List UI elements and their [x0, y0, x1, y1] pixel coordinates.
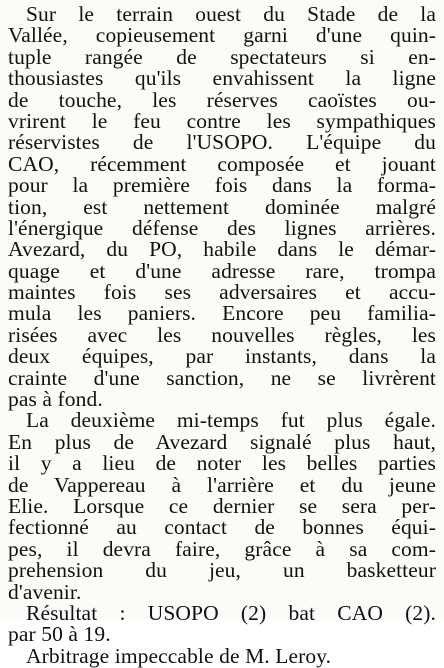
paragraph-2-line-7: pes, il devra faire, grâce à sa com-: [8, 536, 436, 561]
paragraph-1-line-8: CAO, récemment composée et jouant: [8, 151, 436, 176]
paragraph-1-line-3: tuple rangée de spectateurs si en-: [8, 44, 436, 69]
paragraph-1-line-7: réservistes de l'USOPO. L'équipe du: [8, 130, 436, 155]
paragraph-1-line-1: Sur le terrain ouest du Stade de la: [26, 2, 436, 26]
result-line-1: Résultat : USOPO (2) bat CAO (2).: [26, 600, 436, 625]
paragraph-2-line-8: prehension du jeu, un basketteur: [8, 558, 436, 583]
paragraph-1-line-16: risées avec les nouvelles règles, les: [8, 322, 436, 347]
paragraph-1-line-4: thousiastes qu'ils envahissent la ligne: [8, 66, 436, 91]
article-body: [8, 4, 436, 667]
paragraph-2-line-1: La deuxième mi-temps fut plus égale.: [26, 408, 436, 433]
result-line-2: par 50 à 19.: [8, 622, 111, 647]
paragraph-2-line-6: fectionné au contact de bonnes équi-: [8, 515, 436, 540]
paragraph-1-line-10: tion, est nettement dominée malgré: [8, 194, 436, 219]
paragraph-2-line-9: d'avenir.: [8, 579, 82, 604]
paragraph-1-line-15: mula les paniers. Encore peu familia-: [8, 301, 436, 326]
paragraph-1-line-17: deux équipes, par instants, dans la: [8, 344, 436, 369]
paragraph-1-line-9: pour la première fois dans la forma-: [8, 173, 436, 198]
paragraph-1-line-18: crainte d'une sanction, ne se livrèrent: [8, 365, 436, 390]
paragraph-1-line-12: Avezard, du PO, habile dans le démar-: [8, 237, 436, 262]
paragraph-1-line-6: vrirent le feu contre les sympathiques: [8, 108, 436, 133]
paragraph-1-line-14: maintes fois ses adversaires et accu-: [8, 280, 436, 305]
paragraph-1-line-11: l'énergique défense des lignes arrières.: [8, 215, 436, 240]
paragraph-1-line-13: quage et d'une adresse rare, trompa: [8, 258, 436, 283]
referee-line: Arbitrage impeccable de M. Leroy.: [26, 643, 332, 668]
paragraph-2-line-2: En plus de Avezard signalé plus haut,: [8, 429, 436, 454]
paragraph-2-line-5: Elie. Lorsque ce dernier se sera per-: [8, 493, 436, 518]
paragraph-1-line-5: de touche, les réserves caoïstes ou-: [8, 87, 436, 112]
paragraph-1-line-19: pas à fond.: [8, 387, 103, 412]
paragraph-1-line-2: Vallée, copieusement garni d'une quin-: [8, 23, 436, 48]
paragraph-2-line-4: de Vappereau à l'arrière et du jeune: [8, 472, 436, 497]
paragraph-2-line-3: il y a lieu de noter les belles parties: [8, 451, 436, 476]
